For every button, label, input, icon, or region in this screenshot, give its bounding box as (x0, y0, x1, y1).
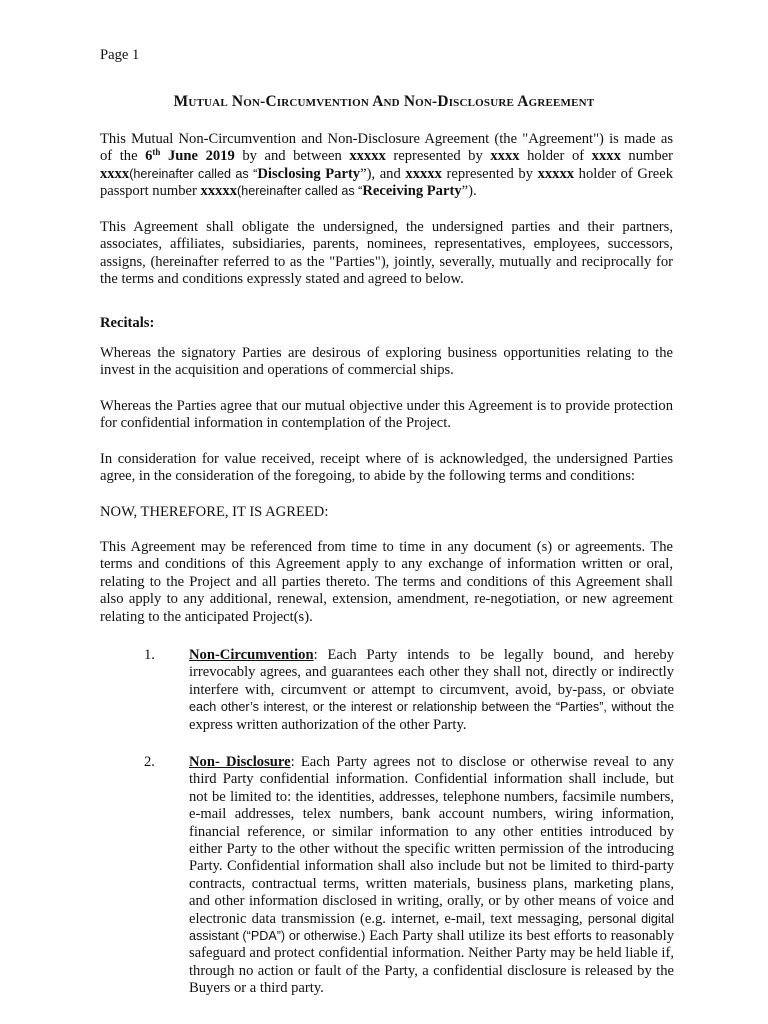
intro-text: holder of Greek passport number (100, 165, 673, 200)
second-party-name: xxxxx (405, 165, 442, 182)
clause-text: : Each Party agrees not to disclose or otherwise reveal to any third Party confidential information. Confidential information shall include, but not be limited to: the identities, addresses, telephone numbers, facsimile numbers, e-mail addresses, telex numbers, bank account numbers, wiring information, financial reference, or similar information to any other entities introduced by either Party to the other without the specific written permission of the introducing Party. Confidential information shall also include but not be limited to third-party contracts, contractual terms, written materials, business plans, marketing plans, and other information disclosed in writing, orally, or by other means of voice and electronic data transmission (e.g. internet, e-mail, text messaging, (189, 754, 674, 927)
intro-text: ”), and (360, 165, 406, 182)
clause-text: : Each Party intends to be legally bound, and hereby irrevocably agrees, and guarantees each other they shall not, directly or indirectly interfere with, circumvent or attempt to circumvent, avoid, by-pass, or obviate (189, 647, 674, 698)
intro-text: ”). (461, 183, 477, 200)
clause-term: Non-Circumvention (189, 647, 314, 663)
passport-number: xxxxx (200, 183, 238, 200)
whereas-paragraph-1: Whereas the signatory Parties are desirous of exploring business opportunities relating to the invest in the acquisition and operations of commercial ships. (100, 345, 673, 379)
first-party-representative: xxxx (490, 148, 520, 165)
obligation-paragraph: This Agreement shall obligate the undersigned, the undersigned parties and their partners, associates, affiliates, subsidiaries, parents, nominees, representatives, employees, successors, assigns, (hereinafter referred to as the "Parties"), jointly, severally, mutually and reciprocally for the terms and conditions expressly stated and agreed to below. (100, 219, 673, 288)
document-title: Mutual Non-Circumvention And Non-Disclosure Agreement (173, 93, 595, 110)
non-circumvention-clause (189, 647, 674, 734)
reference-paragraph: This Agreement may be referenced from time to time in any document (s) or agreements. The terms and conditions of this Agreement apply to any exchange of information written or oral, relating to the Project and all parties thereto. The terms and conditions of this Agreement shall also apply to any additional, renewal, extension, amendment, re-negotiation, or new agreement relating to the anticipated Project(s). (100, 539, 673, 625)
clause-text: the express written authorization of the other Party. (189, 699, 674, 733)
intro-text: represented by (385, 148, 491, 165)
intro-text: number (620, 148, 674, 165)
clause-number: 2. (144, 754, 155, 770)
clause-text: each other’s interest, or the interest or relationship between the “Parties”, without (189, 700, 652, 715)
page-number: Page 1 (100, 47, 140, 63)
intro-paragraph (100, 131, 673, 201)
whereas-paragraph-2: Whereas the Parties agree that our mutual objective under this Agreement is to provide protection for confidential information in contemplation of the Project. (100, 398, 673, 432)
intro-text: (hereinafter called as “ (237, 184, 363, 199)
non-disclosure-clause (189, 754, 674, 998)
recitals-heading: Recitals: (100, 315, 155, 331)
intro-text: This Mutual Non-Circumvention and Non-Disclosure Agreement (the "Agreement") is made as of the (100, 131, 673, 165)
second-party-representative: xxxxx (537, 165, 575, 182)
receiving-party-label: Receiving Party (362, 183, 462, 200)
disclosing-party-label: Disclosing Party (257, 165, 361, 182)
intro-text: represented by (441, 165, 538, 182)
intro-text: by and between (234, 148, 350, 165)
intro-text: (hereinafter called as “ (129, 166, 258, 181)
date-day-suffix: th (152, 147, 161, 158)
first-party-document: xxxx (591, 148, 621, 165)
first-party-number: xxxx (100, 165, 130, 182)
date-day: 6 (145, 148, 153, 165)
clause-term: Non- Disclosure (189, 754, 291, 770)
consideration-paragraph: In consideration for value received, receipt where of is acknowledged, the undersigned Parties agree, in the consideration of the foregoing, to abide by the following terms and conditions: (100, 451, 673, 485)
date-month-year: June 2019 (160, 148, 235, 165)
clause-number: 1. (144, 647, 155, 663)
intro-text: holder of (519, 148, 592, 165)
first-party-name: xxxxx (349, 148, 386, 165)
agreed-heading: NOW, THEREFORE, IT IS AGREED: (100, 504, 329, 520)
clause-text: Each Party shall utilize its best efforts to reasonably safeguard and protect confidential information. Neither Party may be held liable if, through no action or fault of the Party, a confidential disclosure is released by the Buyers or a third party. (189, 928, 674, 997)
clause-text: personal digital assistant (“PDA”) or otherwise.) (189, 911, 674, 944)
